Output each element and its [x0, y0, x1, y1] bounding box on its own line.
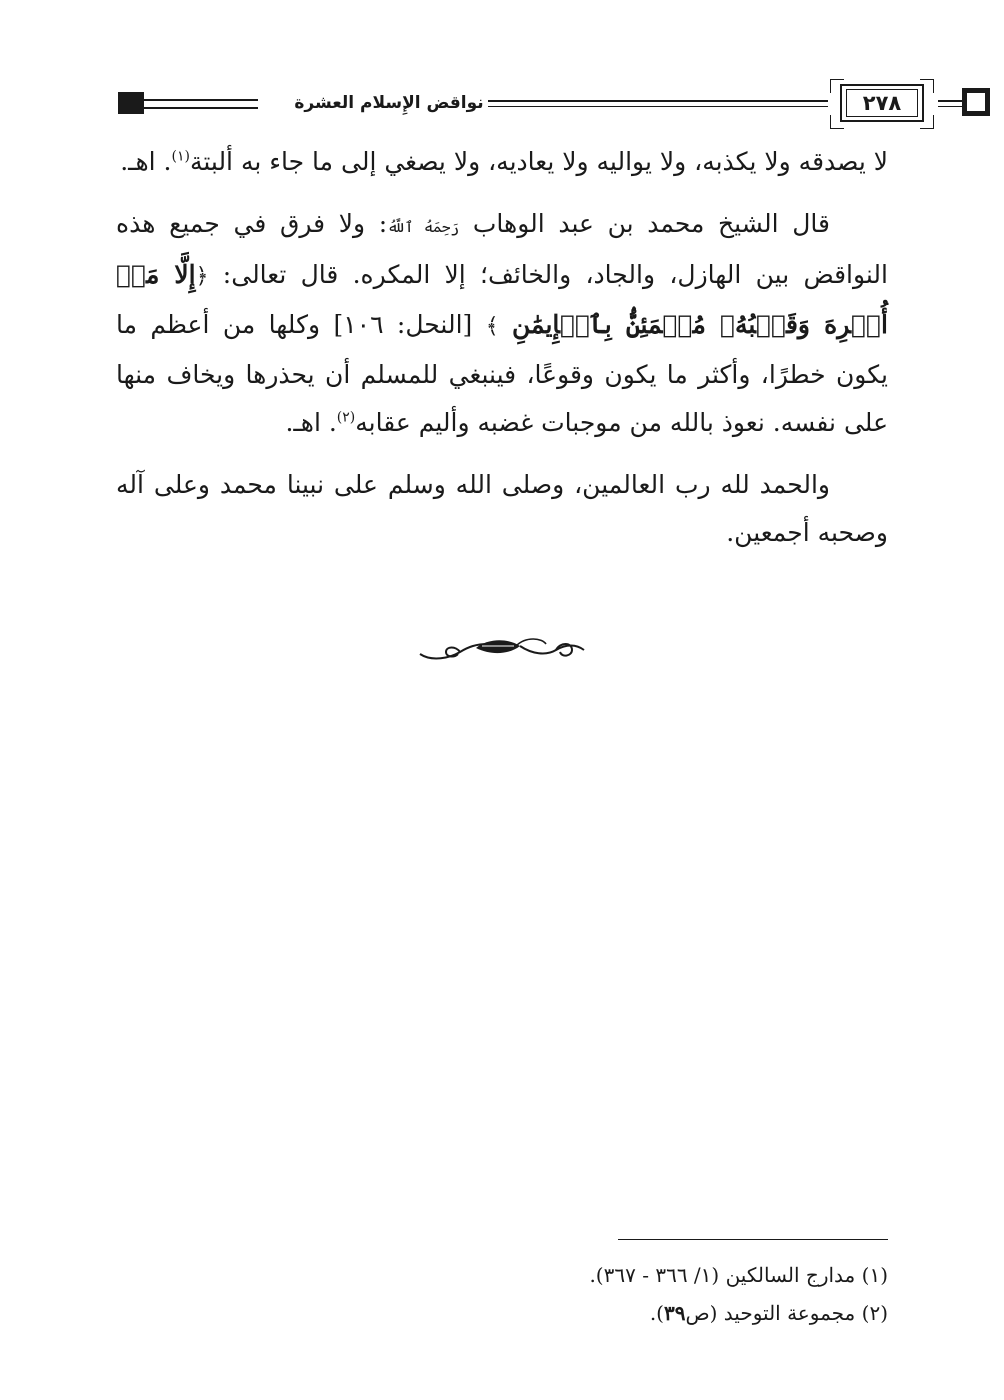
- header-title-box: [290, 86, 488, 120]
- verse-citation: [النحل: ١٠٦]: [320, 310, 486, 339]
- header-right-rule: [938, 100, 964, 107]
- quran-close-bracket: ﴾: [485, 314, 499, 339]
- footnote-1: [116, 1256, 888, 1294]
- footnote-separator: [618, 1239, 888, 1240]
- header-right-square: [962, 88, 990, 116]
- header-middle-rule: [488, 100, 828, 107]
- footnote-1-text: مدارج السالكين (١/ ٣٦٦ - ٣٦٧).: [589, 1263, 862, 1287]
- honorific-glyph: رَحِمَهُ ٱللَّهُ: [387, 218, 460, 236]
- paragraph-2-part2: : ولا فرق في جميع هذه النواقض بين الهازل، والجاد، والخائف؛ إلا المكره. قال تعالى:: [116, 209, 888, 289]
- paragraph-2-part3: وكلها من أعظم ما يكون خطرًا، وأكثر ما يكون وقوعًا، فينبغي للمسلم أن يحذرها ويخاف منها على نفسه. نعوذ بالله من موجبات غضبه وأليم عقابه: [116, 310, 888, 437]
- frame-inner: [846, 89, 918, 117]
- header-left-rule: [144, 99, 258, 109]
- quran-open-bracket: ﴿: [195, 264, 209, 289]
- page-number: ٢٧٨: [862, 90, 902, 115]
- book-title: نواقض الإِسلام العشرة: [294, 93, 484, 113]
- paragraph-1-text: لا يصدقه ولا يكذبه، ولا يواليه ولا يعاديه، ولا يصغي إلى ما جاء به ألبتة: [189, 147, 888, 176]
- footnote-2-text-end: ).: [649, 1301, 664, 1325]
- paragraph-2-tail: . اهـ.: [285, 408, 337, 437]
- paragraph-1-tail: . اهـ.: [120, 147, 172, 176]
- page-body: [116, 138, 888, 557]
- footnote-2-page: ٣٩: [663, 1301, 686, 1325]
- footnote-1-marker: (١): [861, 1263, 888, 1287]
- paragraph-2: [116, 200, 888, 447]
- header-left-block: [118, 92, 144, 114]
- footnote-2: [116, 1294, 888, 1332]
- paragraph-2-part1: قال الشيخ محمد بن عبد الوهاب: [472, 209, 830, 238]
- footnote-2-text: مجموعة التوحيد (ص: [685, 1301, 862, 1325]
- running-header: [116, 82, 902, 128]
- quran-verse: إِلَّا مَنۡ أُكۡرِهَ وَقَلۡبُهُۥ مُطۡمَئِنُّۢ بِٱلۡإِيمَٰنِ: [116, 260, 889, 339]
- end-ornament-icon: [416, 632, 588, 668]
- footnotes: [116, 1256, 888, 1332]
- paragraph-1: [116, 138, 888, 186]
- paragraph-3-text: والحمد لله رب العالمين، وصلى الله وسلم على نبينا محمد وعلى آله وصحبه أجمعين.: [116, 470, 888, 547]
- footnote-ref-1: (١): [171, 148, 190, 165]
- page-number-frame: [828, 82, 938, 126]
- footnote-ref-2: (٢): [336, 409, 356, 426]
- footnote-2-marker: (٢): [861, 1301, 888, 1325]
- paragraph-3: [116, 461, 888, 557]
